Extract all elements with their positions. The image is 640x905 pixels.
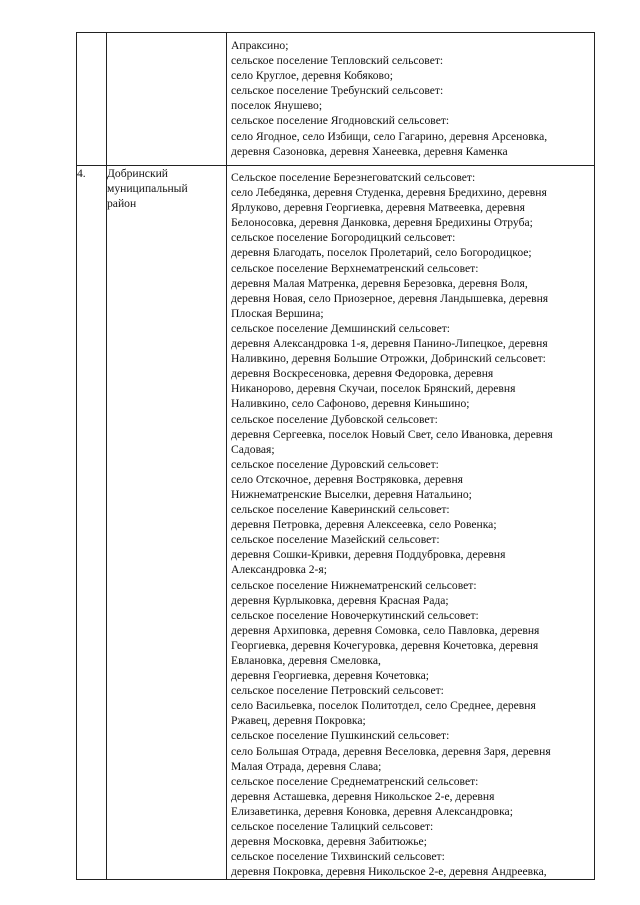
text-line: деревня Благодать, поселок Пролетарий, село Богородицкое; — [231, 246, 532, 260]
text-line: сельское поселение Тихвинский сельсовет: — [231, 850, 445, 864]
text-line: сельское поселение Нижнематренский сельсовет: — [231, 578, 477, 592]
text-line: деревня Покровка, деревня Никольское 2-е, деревня Андреевка, — [231, 865, 547, 879]
text-line: Сельское поселение Березнеговатский сельсовет: — [231, 171, 476, 184]
text-line: Ярлуково, деревня Георгиевка, деревня Матвеевка, деревня — [231, 201, 525, 215]
text-line: Апраксино; — [231, 39, 289, 52]
text-line: Малая Отрада, деревня Слава; — [231, 759, 382, 773]
text-line: деревня Малая Матренка, деревня Березовка, деревня Воля, — [231, 276, 528, 290]
table-row — [77, 166, 595, 880]
text-line: сельское поселение Среднематренский сельсовет: — [231, 774, 479, 788]
district-name-cell — [107, 33, 227, 166]
text-line: Наливкино, село Сафоново, деревня Киньшино; — [231, 397, 470, 411]
text-line: сельское поселение Петровский сельсовет: — [231, 684, 444, 698]
text-line: деревня Петровка, деревня Алексеевка, село Ровенка; — [231, 518, 497, 532]
text-line: сельское поселение Пушкинский сельсовет: — [231, 729, 450, 743]
text-line: сельское поселение Дуровский сельсовет: — [231, 457, 439, 471]
text-line: село Отскочное, деревня Востряковка, деревня — [231, 472, 464, 486]
text-line: деревня Георгиевка, деревня Кочетовка; — [231, 669, 429, 683]
text-line: Садовая; — [231, 442, 275, 456]
text-line: село Ягодное, село Избищи, село Гагарино, деревня Арсеновка, — [231, 129, 548, 143]
text-line: село Круглое, деревня Кобяково; — [231, 69, 393, 83]
text-line: сельское поселение Мазейский сельсовет: — [231, 533, 440, 547]
text-line: сельское поселение Тепловский сельсовет: — [231, 54, 444, 68]
text-line: деревня Архиповка, деревня Сомовка, село Павловка, деревня — [231, 623, 540, 637]
settlements-table — [76, 32, 595, 880]
text-line: Александровка 2-я; — [231, 563, 327, 577]
text-line: Ржавец, деревня Покровка; — [231, 714, 366, 728]
text-line: муниципальный — [107, 182, 188, 196]
table-row — [77, 33, 595, 166]
text-line: Георгиевка, деревня Кочегуровка, деревня Кочетовка, деревня — [231, 638, 539, 652]
text-line: сельское поселение Талицкий сельсовет: — [231, 820, 434, 834]
text-line: Евлановка, деревня Смеловка, — [231, 654, 381, 667]
text-line: Белоносовка, деревня Данковка, деревня Бредихины Отруба; — [231, 216, 533, 230]
text-line: Плоская Вершина; — [231, 306, 324, 320]
text-line: деревня Воскресеновка, деревня Федоровка, деревня — [231, 367, 494, 381]
district-name-cell — [107, 166, 227, 880]
settlements-cell — [227, 166, 595, 880]
text-line: село Большая Отрада, деревня Веселовка, деревня Заря, деревня — [231, 744, 551, 758]
text-line: Елизаветинка, деревня Коновка, деревня Александровка; — [231, 804, 513, 818]
text-line: сельское поселение Демшинский сельсовет: — [231, 321, 451, 335]
text-line: деревня Сазоновка, деревня Ханеевка, деревня Каменка — [231, 144, 508, 158]
text-line: сельское поселение Требунский сельсовет: — [231, 84, 444, 98]
row-number-cell: 4. — [77, 166, 107, 880]
row-number-cell — [77, 33, 107, 166]
text-line: Добринский — [107, 167, 168, 180]
text-line: сельское поселение Богородицкий сельсовет: — [231, 231, 456, 245]
text-line: село Лебедянка, деревня Студенка, деревня Бредихино, деревня — [231, 186, 547, 200]
text-line: деревня Московка, деревня Забитюжье; — [231, 835, 427, 849]
text-line: деревня Сергеевка, поселок Новый Свет, село Ивановка, деревня — [231, 427, 553, 441]
settlements-cell — [227, 33, 595, 166]
text-line: сельское поселение Каверинский сельсовет: — [231, 503, 450, 517]
text-line: деревня Асташевка, деревня Никольское 2-е, деревня — [231, 789, 495, 803]
text-line: сельское поселение Дубовской сельсовет: — [231, 412, 438, 426]
text-line: сельское поселение Новочеркутинский сельсовет: — [231, 608, 479, 622]
text-line: сельское поселение Ягодновский сельсовет: — [231, 114, 450, 128]
text-line: Нижнематренские Выселки, деревня Натальино; — [231, 487, 472, 501]
text-line: поселок Янушево; — [231, 99, 323, 113]
text-line: деревня Курлыковка, деревня Красная Рада; — [231, 593, 449, 607]
text-line: район — [107, 197, 137, 211]
text-line: Никанорово, деревня Скучаи, поселок Брянский, деревня — [231, 382, 516, 396]
text-line: село Васильевка, поселок Политотдел, село Среднее, деревня — [231, 699, 536, 713]
text-line: деревня Новая, село Приозерное, деревня Ландышевка, деревня — [231, 291, 549, 305]
text-line: сельское поселение Верхнематренский сельсовет: — [231, 261, 479, 275]
text-line: Наливкино, деревня Большие Отрожки, Добринский сельсовет: — [231, 352, 546, 366]
text-line: деревня Александровка 1-я, деревня Панино-Липецкое, деревня — [231, 337, 548, 351]
text-line: деревня Сошки-Кривки, деревня Поддубровка, деревня — [231, 548, 506, 562]
